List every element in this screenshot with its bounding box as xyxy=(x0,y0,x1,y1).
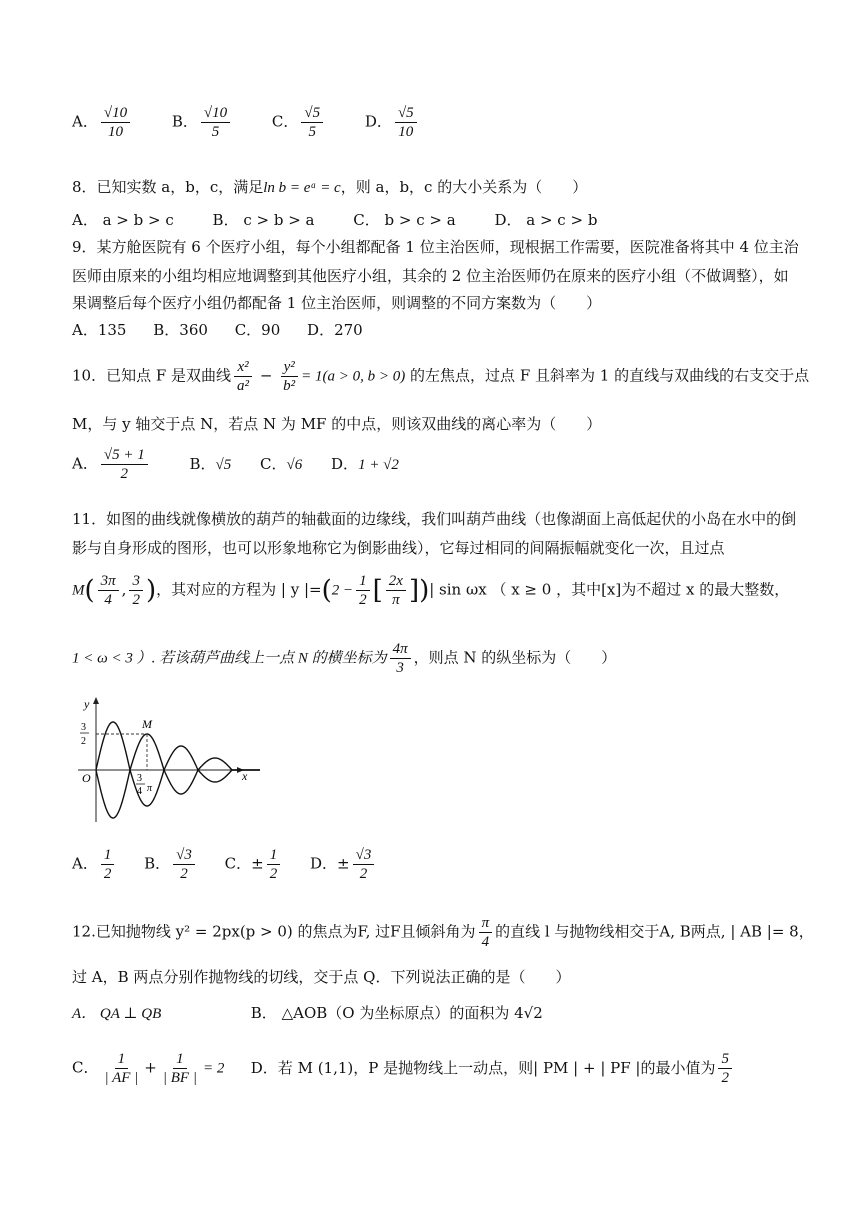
q8-option-d: D． a > c > b xyxy=(494,211,598,229)
q8-option-a: A． a > b > c xyxy=(72,211,174,229)
point-m-label: M xyxy=(142,717,152,731)
q8-options xyxy=(72,210,631,230)
q7-option-c: C． $\frac{√5}{5}$ xyxy=(272,104,326,141)
q12-options-cd xyxy=(72,1050,735,1087)
q12-options-ab xyxy=(72,1003,543,1024)
q8-option-c: C． b > c > a xyxy=(353,211,456,229)
q11-option-b: B． $\frac{√3}{2}$ xyxy=(144,846,198,883)
y-axis-label: y xyxy=(84,697,90,711)
q12-option-b: B． △AOB（O 为坐标原点）的面积为 4√2 xyxy=(250,1004,543,1022)
q12-option-c: C． $\frac{1}{| AF |}$ + $\frac{1}{| BF |}$ = 2 xyxy=(72,1051,225,1086)
q8-option-b: B． c > b > a xyxy=(212,211,315,229)
q10-option-c: C．√6 xyxy=(260,454,303,473)
q9-options xyxy=(72,320,385,340)
q11-options xyxy=(72,846,399,883)
q7-option-b: B． $\frac{√10}{5}$ xyxy=(172,104,233,141)
q7-option-d: D． $\frac{√5}{10}$ xyxy=(365,104,420,141)
q11-option-c: C．± $\frac{1}{2}$ xyxy=(225,846,284,883)
q10-option-b: B．√5 xyxy=(189,454,232,473)
tick-y-num: 3 xyxy=(81,722,86,733)
q12-line-2: 过 A，B 两点分别作抛物线的切线，交于点 Q．下列说法正确的是（ ） xyxy=(72,968,571,986)
tick-x-pi: π xyxy=(147,783,153,794)
tick-y-den: 2 xyxy=(81,736,86,747)
q9-line-1: 9．某方舱医院有 6 个医疗小组，每个小组都配备 1 位主治医师，现根据工作需要，医院准备将其中 4 位主治 xyxy=(72,238,799,256)
q11-option-d: D．± $\frac{√3}{2}$ xyxy=(310,846,377,883)
q9-option-d: D．270 xyxy=(307,321,363,339)
q10-options xyxy=(72,446,433,483)
q11-line-1: 11．如图的曲线就像横放的葫芦的轴截面的边缘线，我们叫葫芦曲线（也像湖面上高低起伏的小岛在水中的倒 xyxy=(72,510,797,528)
q11-line-3: M( $\frac{3\pi}{4}$ , $\frac{3}{2}$ )，其对应的方程为 | y |=(2 − $\frac{1}{2}$ [ $\frac{2x}{\pi}$ ])| sin ωx （ x ≥ 0 ，其中[x]为不超过 x 的最大整数， xyxy=(72,573,790,608)
q9-line-3: 果调整后每个医疗小组仍都配备 1 位主治医师，则调整的不同方案数为（ ） xyxy=(72,294,602,312)
x-axis-label: x xyxy=(242,769,248,783)
q10-option-d: D．1 + √2 xyxy=(331,454,399,473)
q8-stem: 8．已知实数 a，b，c，满足ln b = eᵃ = c，则 a，b，c 的大小关系为（ ） xyxy=(72,178,588,196)
tick-x-num: 3 xyxy=(137,773,142,784)
q11-option-a: A． $\frac{1}{2}$ xyxy=(72,846,117,883)
q9-line-2: 医师由原来的小组均相应地调整到其他医疗小组，其余的 2 位主治医师仍在原来的医疗小组（不做调整），如 xyxy=(72,267,789,285)
q11-line-2: 影与自身形成的图形，也可以形象地称它为倒影曲线），它每过相同的间隔振幅就变化一次，且过点 xyxy=(72,539,725,557)
q7-option-a: A． $\frac{√10}{10}$ xyxy=(72,104,133,141)
tick-x-den: 4 xyxy=(137,786,142,797)
q12-option-d: D．若 M (1,1)，P 是抛物线上一动点，则| PM | + | PF |的最小值为 $\frac{5}{2}$ xyxy=(251,1059,735,1077)
q11-line-4: 1 < ω < 3 ）. 若该葫芦曲线上一点 N 的横坐标为 $\frac{4\pi}{3}$ ，则点 N 的纵坐标为（ ） xyxy=(72,641,617,676)
q10-option-a: A． $\frac{√5 + 1}{2}$ xyxy=(72,446,151,483)
q12-line-1: 12.已知抛物线 y² = 2px(p > 0) 的焦点为F, 过F且倾斜角为 $\frac{\pi}{4}$ 的直线 l 与抛物线相交于A, B两点, | AB |= 8， xyxy=(72,915,814,950)
gourd-curve-figure xyxy=(70,692,260,826)
q9-option-a: A．135 xyxy=(72,321,127,339)
q9-option-c: C．90 xyxy=(234,321,281,339)
origin-label: O xyxy=(82,771,91,785)
q9-option-b: B．360 xyxy=(153,321,208,339)
q7-options xyxy=(72,104,454,141)
q10-line-1: 10．已知点 F 是双曲线 $\frac{\text{x²}}{\text{a²}}$ − $\frac{\text{y²}}{\text{b²}}$ = 1(a > 0, b > 0) 的左焦点，过点 F 且斜率为 1 的直线与双曲线的右支交于点 xyxy=(72,359,810,394)
q12-option-a: A． QA ⊥ QB xyxy=(72,1006,162,1022)
q10-line-2: M，与 y 轴交于点 N，若点 N 为 MF 的中点，则该双曲线的离心率为（ ） xyxy=(72,415,602,433)
